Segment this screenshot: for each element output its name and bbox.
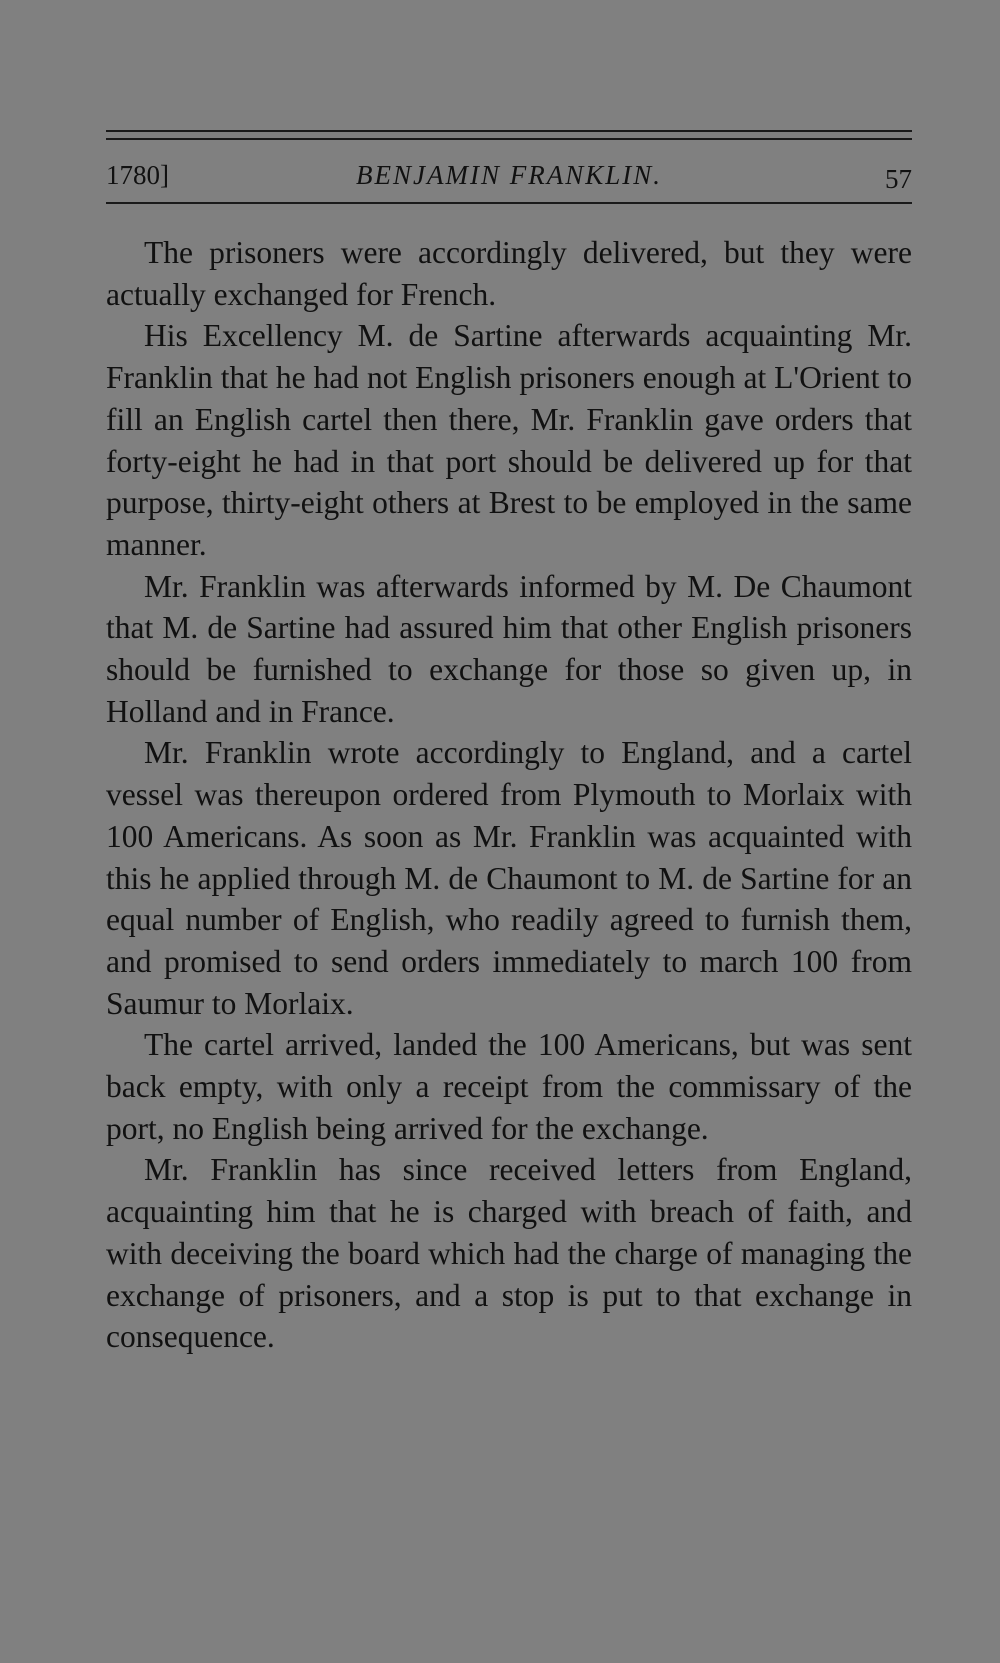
- paragraph: Mr. Franklin wrote accordingly to England, and a cartel vessel was thereupon ordered from Plymouth to Morlaix with 100 Americans. As soon as Mr. Franklin was acquainted with this he applied through M. de Chaumont to M. de Sartine for an equal number of English, who readily agreed to furnish them, and promised to send orders immediately to march 100 from Saumur to Morlaix.: [106, 735, 912, 1021]
- page-number: 57: [885, 164, 912, 194]
- body-text: [106, 232, 912, 1358]
- running-header: [106, 154, 912, 202]
- paragraph: His Excellency M. de Sartine afterwards acquainting Mr. Franklin that he had not English prisoners enough at L'Orient to fill an English cartel then there, Mr. Franklin gave orders that forty-eight he had in that port should be delivered up for that purpose, thirty-eight others at Brest to be employed in the same manner.: [106, 318, 912, 562]
- header-title: BENJAMIN FRANKLIN.: [356, 160, 662, 190]
- paragraph: The cartel arrived, landed the 100 Americans, but was sent back empty, with only a receipt from the commissary of the port, no English being arrived for the exchange.: [106, 1027, 912, 1146]
- header-rule-bottom: [106, 202, 912, 204]
- paragraph: The prisoners were accordingly delivered, but they were actually exchanged for French.: [106, 235, 912, 312]
- header-rule-top: [106, 130, 912, 132]
- paragraph: Mr. Franklin was afterwards informed by M. De Chaumont that M. de Sartine had assured him that other English prisoners should be furnished to exchange for those so given up, in Holland and in France.: [106, 568, 912, 729]
- paragraph: Mr. Franklin has since received letters from England, acquainting him that he is charged with breach of faith, and with deceiving the board which had the charge of managing the exchange of prisoners, and a stop is put to that exchange in consequence.: [106, 1152, 912, 1355]
- header-rule-top-inner: [106, 138, 912, 140]
- header-year: 1780]: [106, 160, 169, 190]
- book-page: [106, 130, 912, 1358]
